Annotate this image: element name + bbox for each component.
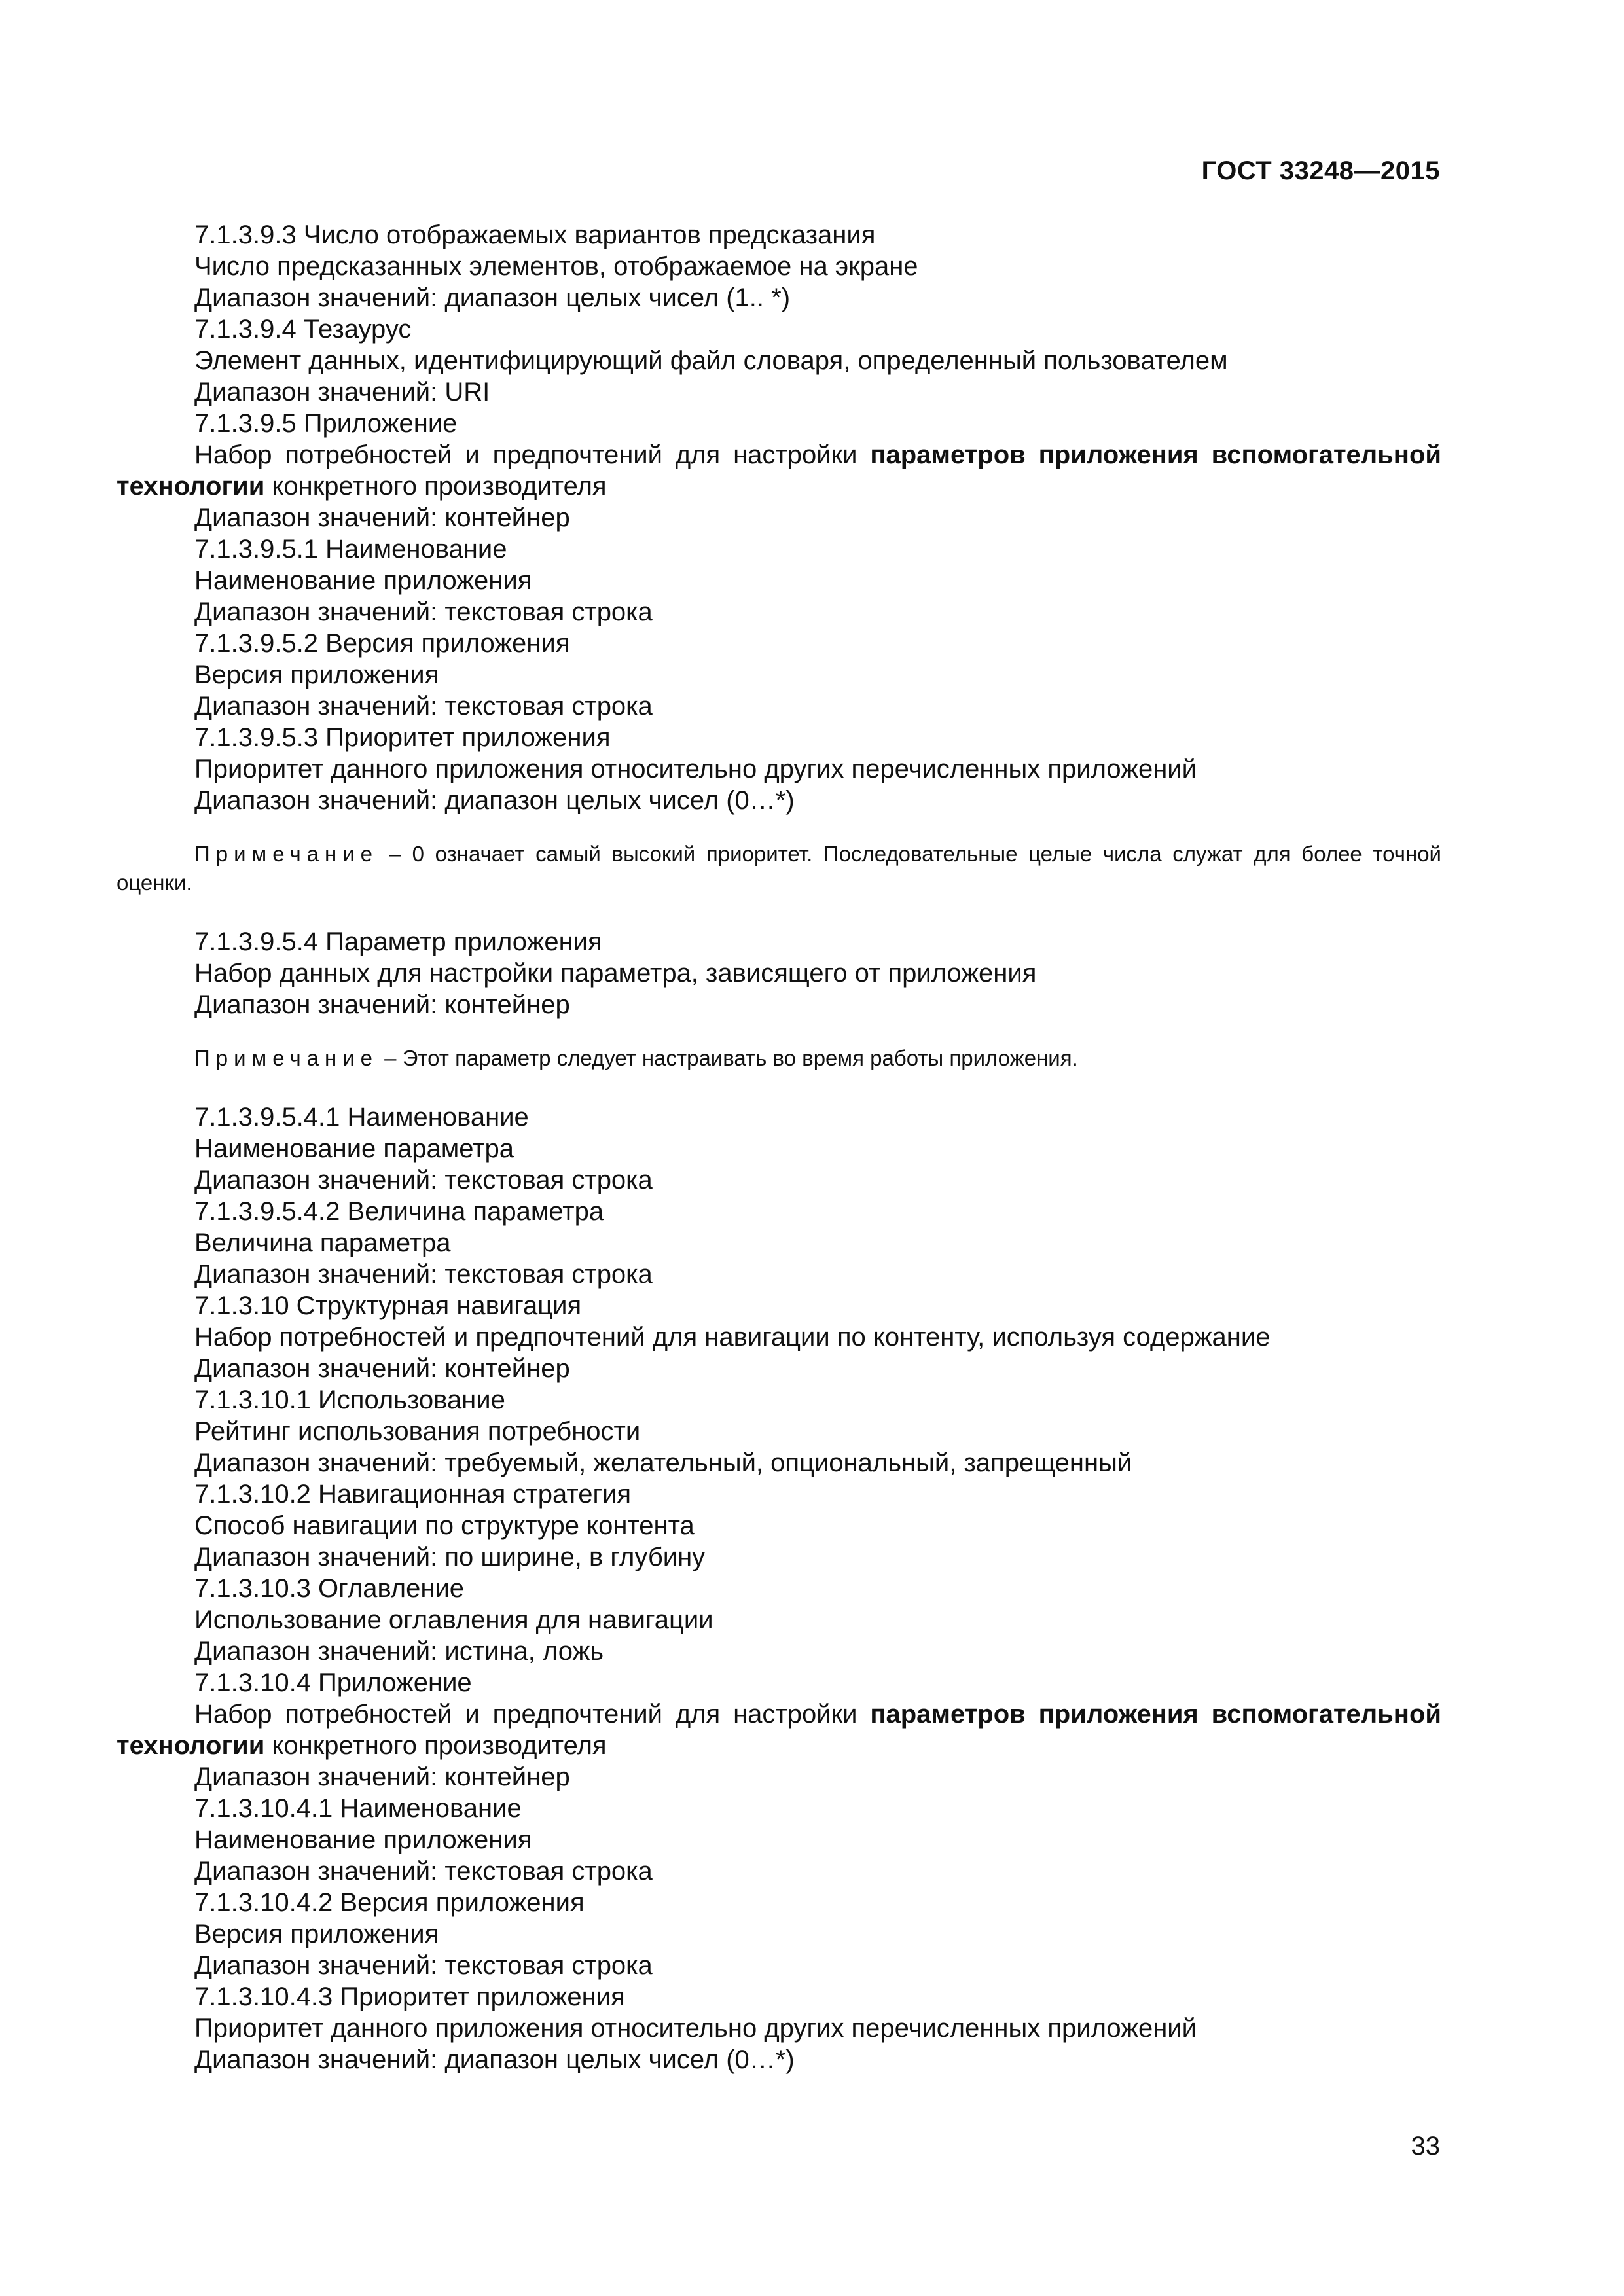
text-line: Величина параметра xyxy=(194,1229,451,1257)
text-line: Диапазон значений: истина, ложь xyxy=(194,1637,604,1666)
block-5 xyxy=(117,1761,1441,2075)
paragraph-application-2 xyxy=(117,1698,1441,1761)
text-line: Диапазон значений: контейнер xyxy=(194,1763,570,1791)
page-number: 33 xyxy=(1411,2132,1440,2161)
text-line: Версия приложения xyxy=(194,660,439,689)
text-line: 7.1.3.10.3 Оглавление xyxy=(194,1574,465,1603)
text-line: Использование оглавления для навигации xyxy=(194,1605,713,1634)
paragraph-text: конкретного производителя xyxy=(264,472,607,501)
block-1 xyxy=(117,219,1441,439)
text-line: Наименование приложения xyxy=(194,566,532,595)
text-line: Диапазон значений: диапазон целых чисел (0…*) xyxy=(194,786,795,815)
text-line: 7.1.3.10 Структурная навигация xyxy=(194,1291,582,1320)
document-code: ГОСТ 33248—2015 xyxy=(1201,156,1440,185)
text-line: Наименование приложения xyxy=(194,1825,532,1854)
text-line: 7.1.3.9.5.4 Параметр приложения xyxy=(194,927,602,956)
note-2 xyxy=(117,1044,1441,1073)
text-line: 7.1.3.9.5 Приложение xyxy=(194,409,458,438)
note-1 xyxy=(117,840,1441,897)
text-line: Приоритет данного приложения относительно других перечисленных приложений xyxy=(194,755,1197,783)
text-line: Диапазон значений: текстовая строка xyxy=(194,1166,653,1194)
page-body xyxy=(117,219,1441,2075)
text-line: 7.1.3.9.4 Тезаурус xyxy=(194,315,412,344)
text-line: 7.1.3.9.3 Число отображаемых вариантов предсказания xyxy=(194,221,876,249)
text-line: Диапазон значений: требуемый, желательный, опциональный, запрещенный xyxy=(194,1448,1132,1477)
text-line: 7.1.3.10.4.3 Приоритет приложения xyxy=(194,1982,625,2011)
text-line: Диапазон значений: текстовая строка xyxy=(194,1951,653,1980)
text-line: Приоритет данного приложения относительно других перечисленных приложений xyxy=(194,2014,1197,2043)
text-line: Рейтинг использования потребности xyxy=(194,1417,641,1446)
text-line: 7.1.3.10.2 Навигационная стратегия xyxy=(194,1480,632,1509)
text-line: Наименование параметра xyxy=(194,1134,514,1163)
text-line: Диапазон значений: URI xyxy=(194,378,490,406)
text-line: Диапазон значений: контейнер xyxy=(194,990,570,1019)
text-line: Число предсказанных элементов, отображаемое на экране xyxy=(194,252,918,281)
text-line: Набор данных для настройки параметра, зависящего от приложения xyxy=(194,959,1037,988)
paragraph-text: конкретного производителя xyxy=(264,1731,607,1760)
bold-term: параметров приложения вспомогательной технологии xyxy=(117,440,1441,501)
text-line: 7.1.3.9.5.1 Наименование xyxy=(194,535,507,564)
text-line: 7.1.3.10.1 Использование xyxy=(194,1386,505,1414)
text-line: Диапазон значений: текстовая строка xyxy=(194,1260,653,1289)
text-line: Диапазон значений: текстовая строка xyxy=(194,598,653,626)
text-line: Набор потребностей и предпочтений для навигации по контенту, используя содержание xyxy=(194,1323,1271,1352)
paragraph-text: Набор потребностей и предпочтений для настройки xyxy=(194,440,871,469)
text-line: 7.1.3.10.4.1 Наименование xyxy=(194,1794,522,1823)
block-2 xyxy=(117,502,1441,816)
note-label: Примечание xyxy=(194,842,379,866)
paragraph-application-1 xyxy=(117,439,1441,502)
text-line: Способ навигации по структуре контента xyxy=(194,1511,695,1540)
text-line: Версия приложения xyxy=(194,1920,439,1948)
text-line: 7.1.3.10.4 Приложение xyxy=(194,1668,472,1697)
text-line: 7.1.3.9.5.4.1 Наименование xyxy=(194,1103,529,1132)
note-text: – 0 означает самый высокий приоритет. Последовательные целые числа служат для более точной оценки. xyxy=(117,842,1441,895)
text-line: Элемент данных, идентифицирующий файл словаря, определенный пользователем xyxy=(194,346,1228,375)
note-label: Примечание xyxy=(194,1046,379,1070)
text-line: Диапазон значений: текстовая строка xyxy=(194,692,653,721)
bold-term: параметров приложения вспомогательной технологии xyxy=(117,1700,1441,1760)
text-line: Диапазон значений: контейнер xyxy=(194,503,570,532)
note-text: – Этот параметр следует настраивать во время работы приложения. xyxy=(378,1046,1078,1070)
text-line: 7.1.3.9.5.3 Приоритет приложения xyxy=(194,723,611,752)
text-line: Диапазон значений: диапазон целых чисел (0…*) xyxy=(194,2045,795,2074)
text-line: 7.1.3.9.5.4.2 Величина параметра xyxy=(194,1197,604,1226)
text-line: Диапазон значений: текстовая строка xyxy=(194,1857,653,1886)
text-line: 7.1.3.9.5.2 Версия приложения xyxy=(194,629,570,658)
paragraph-text: Набор потребностей и предпочтений для настройки xyxy=(194,1700,871,1729)
text-line: 7.1.3.10.4.2 Версия приложения xyxy=(194,1888,585,1917)
text-line: Диапазон значений: диапазон целых чисел (1.. *) xyxy=(194,283,791,312)
block-3 xyxy=(117,926,1441,1020)
block-4 xyxy=(117,1102,1441,1698)
text-line: Диапазон значений: по ширине, в глубину xyxy=(194,1543,706,1571)
text-line: Диапазон значений: контейнер xyxy=(194,1354,570,1383)
